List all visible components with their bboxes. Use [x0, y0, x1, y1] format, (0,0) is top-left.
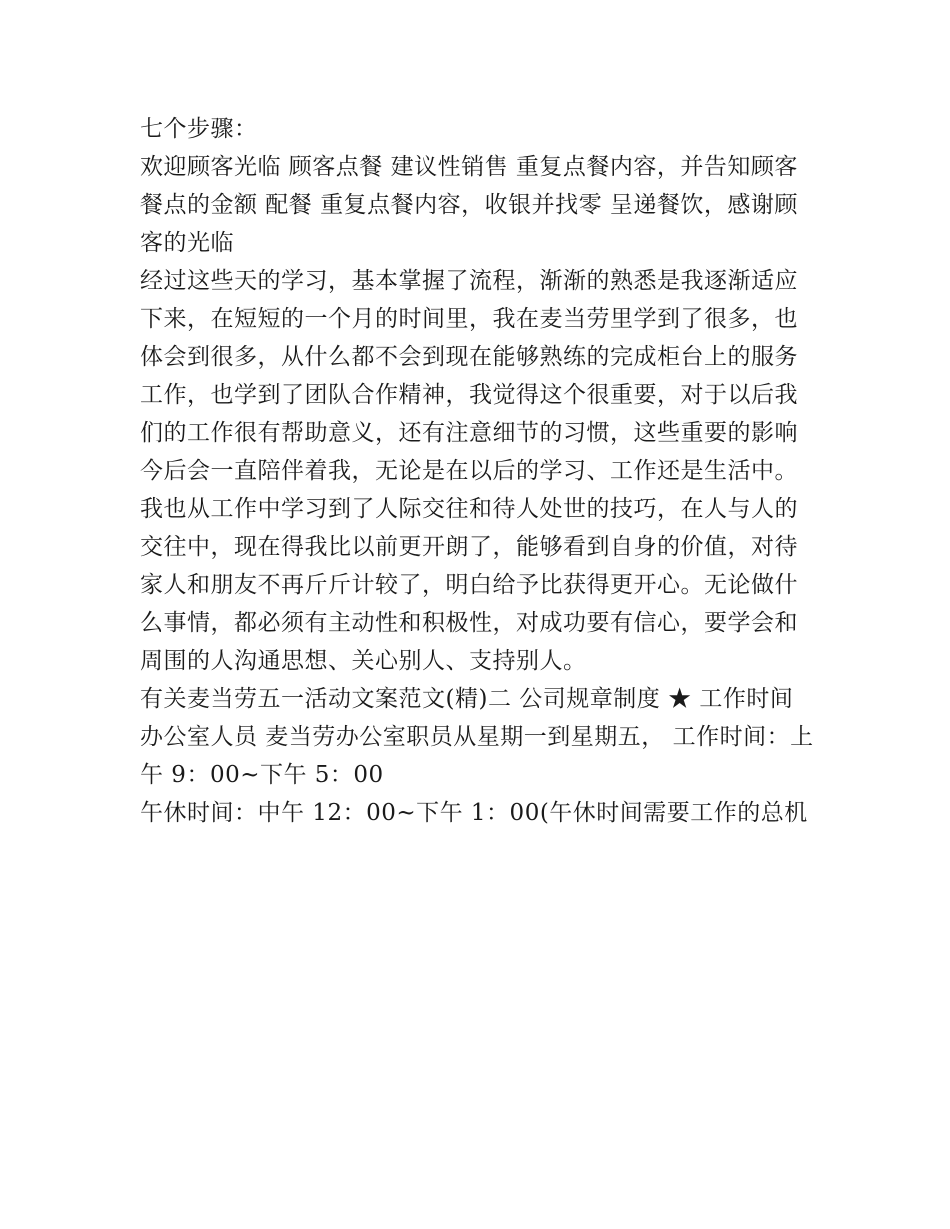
document-page: [140, 110, 820, 832]
steps-heading: 七个步骤：: [140, 116, 258, 142]
rules-paragraph: 有关麦当劳五一活动文案范文(精)二 公司规章制度 ★ 工作时间 办公室人员 麦当劳办公室职员从星期一到星期五， 工作时间：上午 9：00~下午 5：00: [140, 686, 814, 788]
steps-list-paragraph: 欢迎顾客光临 顾客点餐 建议性销售 重复点餐内容，并告知顾客餐点的金额 配餐 重复点餐内容，收银并找零 呈递餐饮，感谢顾客的光临: [140, 154, 798, 256]
experience-paragraph: 经过这些天的学习，基本掌握了流程，渐渐的熟悉是我逐渐适应下来，在短短的一个月的时间里，我在麦当劳里学到了很多，也体会到很多，从什么都不会到现在能够熟练的完成柜台上的服务工作，也学到了团队合作精神，我觉得这个很重要，对于以后我们的工作很有帮助意义，还有注意细节的习惯，这些重要的影响今后会一直陪伴着我，无论是在以后的学习、工作还是生活中。我也从工作中学习到了人际交往和待人处世的技巧，在人与人的交往中，现在得我比以前更开朗了，能够看到自身的价值，对待家人和朋友不再斤斤计较了，明白给予比获得更开心。无论做什么事情，都必须有主动性和积极性，对成功要有信心，要学会和周围的人沟通思想、关心别人、支持别人。: [140, 268, 798, 674]
lunch-break-paragraph: 午休时间：中午 12：00~下午 1：00(午休时间需要工作的总机: [140, 800, 808, 826]
